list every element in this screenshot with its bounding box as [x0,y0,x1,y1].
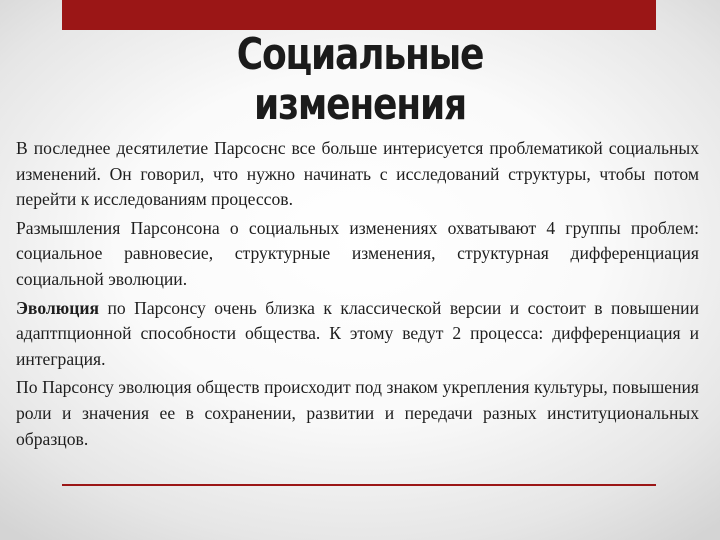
title-line-1: Социальные [236,29,484,80]
title-line-2: изменения [254,79,466,130]
paragraph-3-bold-term: Эволюция [16,297,99,318]
paragraph-4-text: По Парсонсу эволюция обществ происходит под знаком укрепления культуры, повышения роли и значения ее в сохранении, развитии и передачи разных институциональных образцов. [16,377,699,449]
paragraph-3-text: по Парсонсу очень близка к классической версии и состоит в повышении адаптпционной способности общества. К этому ведут 2 процесса: дифференциация и интеграция. [16,297,699,369]
paragraph-2 [16,216,699,293]
paragraph-4 [16,375,699,452]
slide-title [212,30,507,130]
paragraph-2-text: Размышления Парсонсона о социальных изменениях охватывают 4 группы проблем: социальное равновесие, структурные изменения, структурная дифференциация социальной эволюции. [16,217,699,289]
paragraph-1-text: В последнее десятилетие Парсоснс все больше интерисуется проблематикой социальных изменений. Он говорил, что нужно начинать с исследований структуры, чтобы потом перейти к исследованиям процессов. [16,138,699,210]
paragraph-3 [16,296,699,373]
paragraph-1 [16,136,699,213]
bottom-divider [62,484,656,486]
top-accent-bar [62,0,656,30]
slide-body [16,136,699,455]
